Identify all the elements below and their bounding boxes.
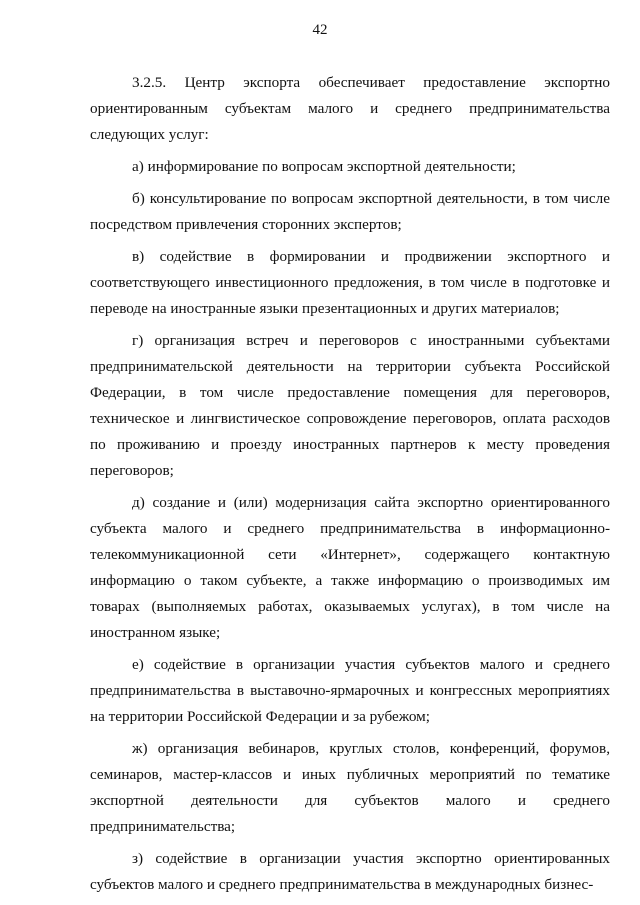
list-item-b: б) консультирование по вопросам экспортной деятельности, в том числе посредством привлечения сторонних экспертов; bbox=[90, 190, 610, 233]
document-body bbox=[90, 70, 610, 904]
list-item-e: е) содействие в организации участия субъектов малого и среднего предпринимательства в выставочно-ярмарочных и конгрессных мероприятиях на территории Российской Федерации и за рубежом; bbox=[90, 656, 610, 725]
list-item-d: д) создание и (или) модернизация сайта экспортно ориентированного субъекта малого и среднего предпринимательства в информационно-телекоммуникационной сети «Интернет», содержащего контактную информацию о таком субъекте, а также информацию о производимых им товарах (выполняемых работах, оказываемых услугах), в том числе на иностранном языке; bbox=[90, 494, 610, 641]
list-item-g: г) организация встреч и переговоров с иностранными субъектами предпринимательской деятельности на территории субъекта Российской Федерации, в том числе предоставление помещения для переговоров, техническое и лингвистическое сопровождение переговоров, оплата расходов по проживанию и проезду иностранных партнеров к месту проведения переговоров; bbox=[90, 332, 610, 479]
paragraph-3-2-5: 3.2.5. Центр экспорта обеспечивает предоставление экспортно ориентированным субъектам малого и среднего предпринимательства следующих услуг: bbox=[90, 74, 610, 143]
page-number: 42 bbox=[312, 22, 328, 38]
list-item-a: а) информирование по вопросам экспортной деятельности; bbox=[132, 158, 516, 175]
list-item-v: в) содействие в формировании и продвижении экспортного и соответствующего инвестиционного предложения, в том числе в подготовке и переводе на иностранные языки презентационных и других материалов; bbox=[90, 248, 610, 317]
list-item-zh: ж) организация вебинаров, круглых столов, конференций, форумов, семинаров, мастер-классов и иных публичных мероприятий по тематике экспортной деятельности для субъектов малого и среднего предпринимательства; bbox=[90, 740, 610, 835]
list-item-z: з) содействие в организации участия экспортно ориентированных субъектов малого и среднего предпринимательства в международных бизнес- bbox=[90, 850, 610, 893]
